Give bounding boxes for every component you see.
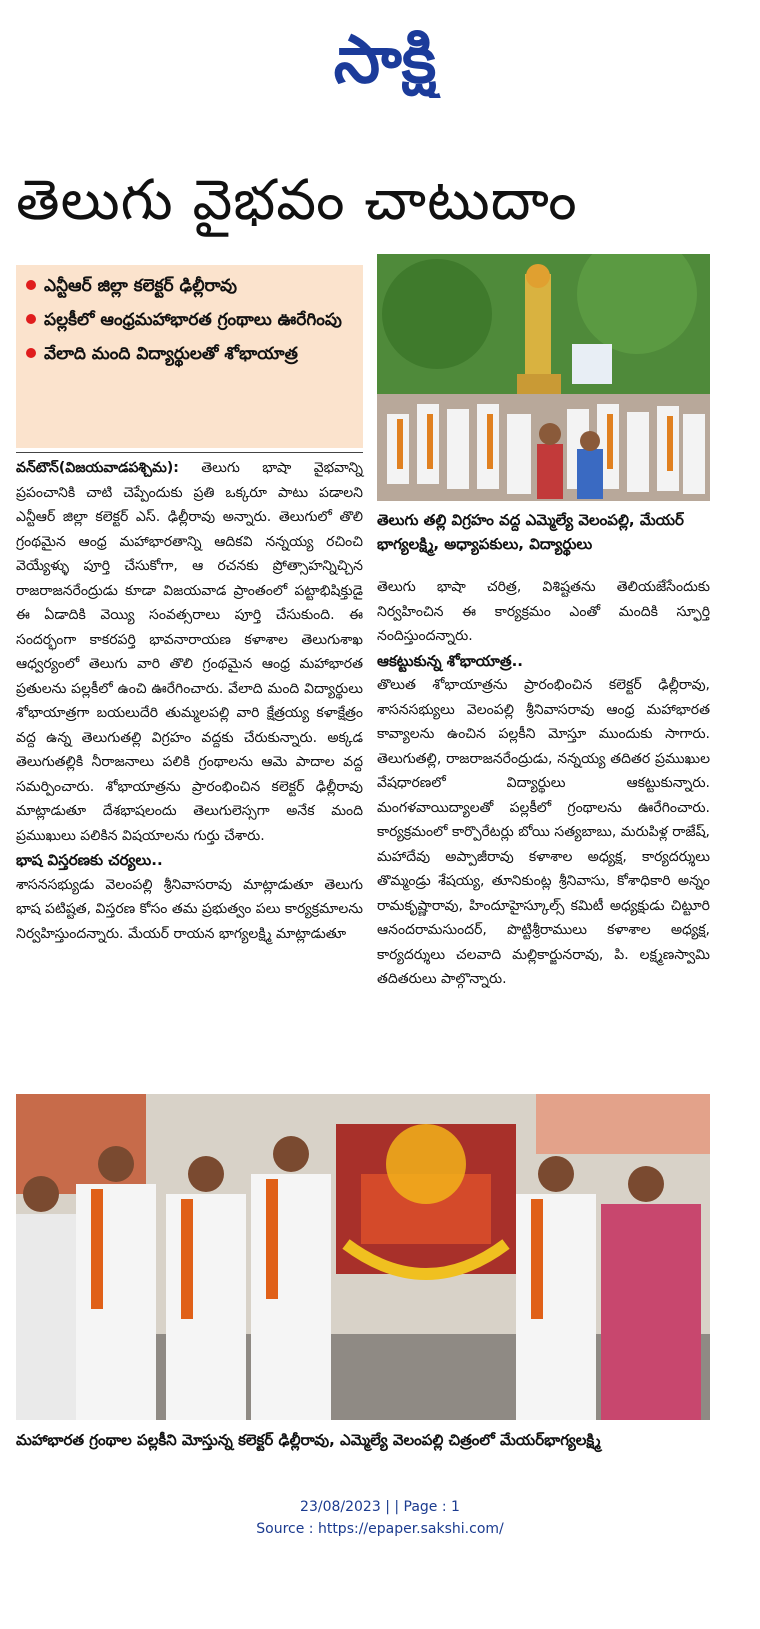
bottom-photo-caption: మహాభారత గ్రంథాల పల్లకీని మోస్తున్న కలెక్టర్ ఢిల్లీరావు, ఎమ్మెల్యే వెలంపల్లి చిత్రంలో మేయర్‌భాగ్యలక్ష్మి — [16, 1431, 601, 1449]
footer-date: 23/08/2023 | | Page : 1 — [300, 1499, 460, 1515]
divider — [16, 452, 363, 453]
top-photo-caption: తెలుగు తల్లి విగ్రహం వద్ద ఎమ్మెల్యే వెలంపల్లి, మేయర్ భాగ్యలక్ష్మి, అధ్యాపకులు, విద్యార్థులు — [377, 511, 684, 553]
article-paragraph: శాసనసభ్యుడు వెలంపల్లి శ్రీనివాసరావు మాట్లాడుతూ తెలుగు భాష పటిష్టత, విస్తరణ కోసం తమ ప్రభుత్వం పలు కార్యక్రమాలను నిర్వహిస్తుందన్నారు. మేయర్ రాయన భాగ్యలక్ష్మి మాట్లాడుతూ — [16, 876, 363, 942]
highlight-item: పల్లకీలో ఆంధ్రమహాభారత గ్రంథాలు ఊరేగింపు — [26, 307, 353, 333]
article-right-column — [377, 575, 710, 992]
highlight-item: ఎన్టీఆర్ జిల్లా కలెక్టర్ ఢిల్లీరావు — [26, 273, 353, 299]
statue-event-photo — [377, 254, 710, 501]
headline: తెలుగు వైభవం చాటుదాం — [16, 168, 578, 233]
palanquin-procession-photo — [16, 1094, 710, 1420]
sakshi-logo — [270, 18, 500, 98]
subhead: ఆకట్టుకున్న శోభాయాత్ర.. — [377, 651, 523, 670]
footer-source: Source : https://epaper.sakshi.com/ — [256, 1521, 504, 1537]
dateline: వన్‌టౌన్‌(విజయవాడపశ్చిమ): — [16, 460, 179, 476]
article-paragraph: వన్‌టౌన్‌(విజయవాడపశ్చిమ): తెలుగు భాషా వైభవాన్ని ప్రపంచానికి చాటి చెప్పేందుకు ప్రతి ఒక్కరూ పాటు పడాలని ఎన్టీఆర్ జిల్లా కలెక్టర్ ఎస్. ఢిల్లీరావు అన్నారు. తెలుగులో తొలి గ్రంథమైన ఆంధ్ర మహాభారతాన్ని ఆదికవి నన్నయ్య రచించి వెయ్యేళ్ళు పూర్తి చేసుకోగా, ఆ రచనకు ప్రోత్సాహన్నిచ్చిన రాజరాజనరేంద్రుడు కూడా విజయవాడ ప్రాంతంలో పట్టాభిషిక్తుడై ఈ ఏడాదికి వెయ్యి సంవత్సరాలు పూర్తి చేసుకుంది. ఈ సందర్భంగా కాకరపర్తి భావనారాయణ కళాశాల తెలుగుశాఖ ఆధ్వర్యంలో తెలుగు వారి తొలి గ్రంథమైన ఆంధ్ర మహాభారత ప్రతులను పల్లకీలో ఉంచి ఊరేగించారు. వేలాది మంది విద్యార్థులు శోభాయాత్రగా బయలుదేరి తుమ్మలపల్లి వారి క్షేత్రయ్య కళాక్షేత్రం వద్ద ఉన్న తెలుగుతల్లి విగ్రహం వద్దకు చేరుకున్నారు. అక్కడ తెలుగుతల్లికి నీరాజనాలు పలికి గ్రంథాలను ఆమె పాదాల వద్ద సమర్పించారు. శోభాయాత్రను ప్రారంభించిన కలెక్టర్ ఢిల్లీరావు మాట్లాడుతూ దేశభాషలందు తెలుగులెస్సగా అనేక మంది ప్రముఖులు పలికిన విషయాలను గుర్తు చేశారు. — [16, 460, 364, 844]
subhead: భాష విస్తరణకు చర్యలు.. — [16, 851, 163, 869]
bullet-icon — [26, 348, 36, 358]
article-paragraph: తెలుగు భాషా చరిత్ర, విశిష్టతను తెలియజేసేందుకు నిర్వహించిన ఈ కార్యక్రమం ఎంతో మందికి స్ఫూర్తి నందిస్తుందన్నారు. — [377, 579, 710, 644]
sakshi-logo-mark — [270, 18, 500, 98]
article-paragraph: తొలుత శోభాయాత్రను ప్రారంభించిన కలెక్టర్ ఢిల్లీరావు, శాసనసభ్యులు వెలంపల్లి శ్రీనివాసరావు ఆంధ్ర మహాభారత కావ్యాలను ఉంచిన పల్లకీని మోస్తూ ముందుకు సాగారు. తెలుగుతల్లి, రాజరాజనరేంద్రుడు, నన్నయ్య తదితర ప్రముఖుల వేషధారణలో విద్యార్థులు ఆకట్టుకున్నారు. మంగళవాయిద్యాలతో పల్లకీలో గ్రంథాలను ఊరేగించారు. కార్యక్రమంలో కార్పొరేటర్లు బోయి సత్యబాబు, మరుపిళ్ల రాజేష్, మహాదేవు అప్పాజీరావు కళాశాల అధ్యక్ష, కార్యదర్శులు తొమ్మండ్రు శేషయ్య, తూనికుంట్ల శ్రీనివాసు, కోశాధికారి అన్నం రామకృష్ణారావు, హిందూహైస్కూల్స్ కమిటీ అధ్యక్షుడు చిట్టూరి ఆనందరామసుందర్, పొట్టిశ్రీరాములు కళాశాల అధ్యక్ష, కార్యదర్శులు చలవాది మల్లికార్జునరావు, పి. లక్ష్మణస్వామి తదితరులు పాల్గొన్నారు. — [377, 677, 710, 987]
logo-text: సాక్షి — [333, 21, 437, 98]
highlights-box — [16, 265, 363, 448]
highlight-item: వేలాది మంది విద్యార్థులతో శోభాయాత్ర — [26, 341, 353, 367]
article-left-column — [16, 456, 363, 946]
bullet-icon — [26, 280, 36, 290]
bullet-icon — [26, 314, 36, 324]
